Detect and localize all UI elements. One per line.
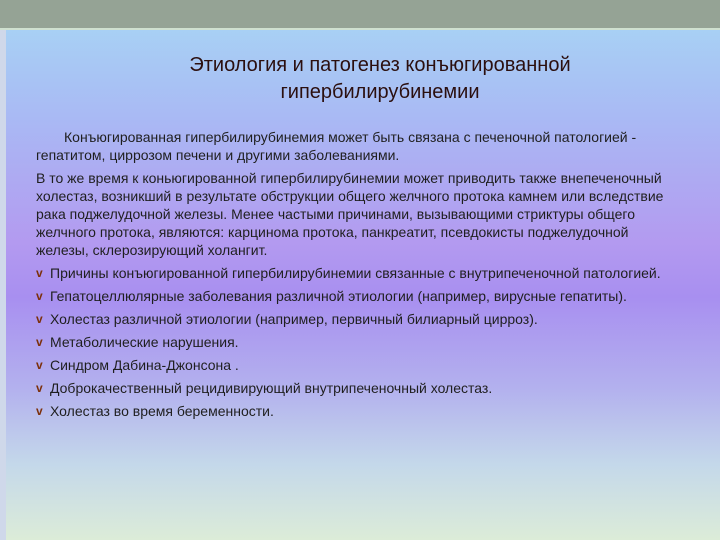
checkmark-icon: v [36, 289, 43, 303]
bullet-text: Холестаз во время беременности. [50, 403, 274, 419]
bullet-item [36, 287, 666, 305]
left-strip [0, 30, 6, 540]
bullet-item [36, 379, 666, 397]
checkmark-icon: v [36, 404, 43, 418]
bullet-text: Синдром Дабина-Джонсона . [50, 357, 239, 373]
bullet-item [36, 402, 666, 420]
bullet-item [36, 310, 666, 328]
bullet-text: Гепатоцеллюлярные заболевания различной этиологии (например, вирусные гепатиты). [50, 288, 627, 304]
checkmark-icon: v [36, 358, 43, 372]
checkmark-icon: v [36, 266, 43, 280]
bullet-item [36, 333, 666, 351]
slide-title: Этиология и патогенез конъюгированной гипербилирубинемии [189, 54, 571, 103]
top-bar [0, 0, 720, 28]
checkmark-icon: v [36, 335, 43, 349]
bullet-item [36, 356, 666, 374]
bullet-item [36, 264, 666, 282]
checkmark-icon: v [36, 381, 43, 395]
slide-body [36, 128, 666, 425]
top-divider [0, 28, 720, 30]
paragraph-intro: Конъюгированная гипербилирубинемия может быть связана с печеночной патологией - гепатитом, циррозом печени и другими заболеваниями. [36, 129, 637, 163]
bullet-text: Холестаз различной этиологии (например, первичный билиарный цирроз). [50, 311, 538, 327]
checkmark-icon: v [36, 312, 43, 326]
bullet-text: Метаболические нарушения. [50, 334, 239, 350]
bullet-text: Доброкачественный рецидивирующий внутрипеченочный холестаз. [50, 380, 493, 396]
bullet-text: Причины конъюгированной гипербилирубинемии связанные с внутрипеченочной патологией. [50, 265, 661, 281]
paragraph-extrahepatic: В то же время к коньюгированной гипербилирубинемии может приводить также внепеченочный холестаз, возникший в результате обструкции общего желчного протока камнем или вследствие рака поджелудочной железы. Менее частыми причинами, вызывающими стриктуры общего желчного протока, являются: карцинома протока, панкреатит, псевдокисты поджелудочной железы, склерозирующий холангит. [36, 170, 664, 258]
